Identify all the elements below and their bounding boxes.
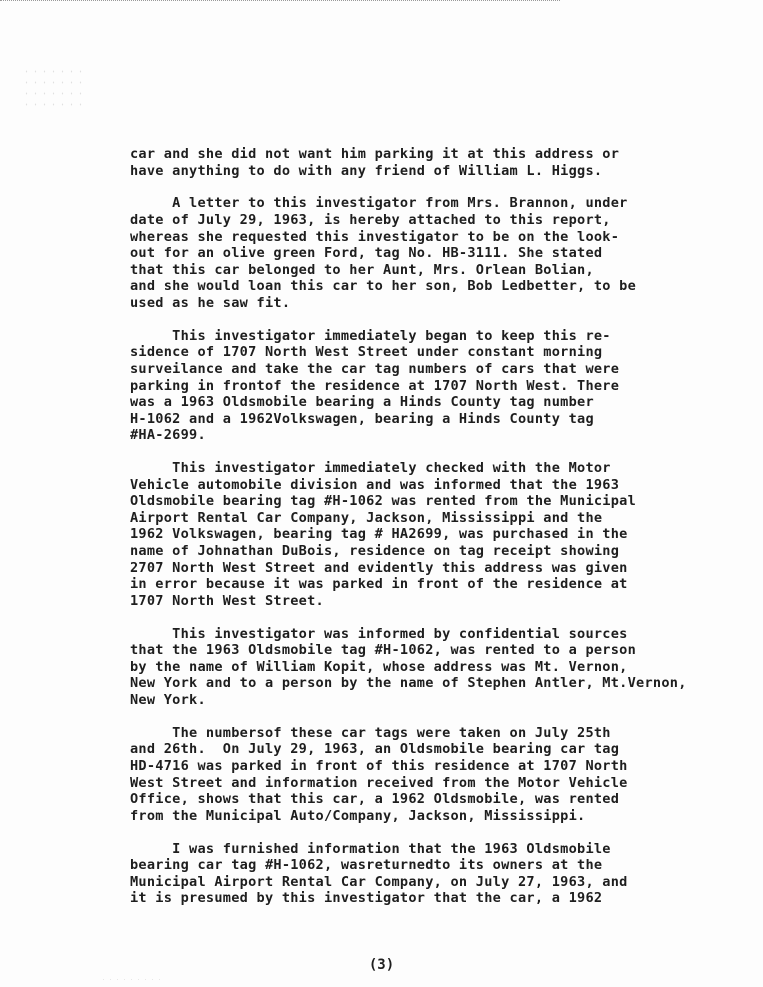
text-line: it is presumed by this investigator that the car, a 1962 — [130, 890, 603, 907]
paragraph — [130, 146, 730, 179]
text-line: and she would loan this car to her son, Bob Ledbetter, to be — [130, 278, 637, 295]
text-line: by the name of William Kopit, whose address was Mt. Vernon, — [130, 658, 628, 675]
text-line: This investigator was informed by confidential sources — [130, 625, 628, 642]
text-line: This investigator immediately began to keep this re- — [130, 327, 611, 344]
paragraph — [130, 195, 730, 311]
text-line: that this car belonged to her Aunt, Mrs. Orlean Bolian, — [130, 261, 594, 278]
document-body — [130, 146, 730, 907]
paragraph — [130, 460, 730, 609]
text-line: surveilance and take the car tag numbers of cars that were — [130, 360, 620, 377]
text-line: HD-4716 was parked in front of this residence at 1707 North — [130, 757, 628, 774]
top-edge-dots — [0, 0, 560, 1]
text-line: in error because it was parked in front of the residence at — [130, 576, 628, 593]
text-line: was a 1963 Oldsmobile bearing a Hinds County tag number — [130, 394, 594, 411]
text-line: from the Municipal Auto/Company, Jackson, Mississippi. — [130, 807, 586, 824]
text-line: 1707 North West Street. — [130, 592, 324, 609]
paragraph — [130, 725, 730, 825]
text-line: 1962 Volkswagen, bearing tag # HA2699, was purchased in the — [130, 526, 628, 543]
scan-speckles — [100, 978, 160, 981]
text-line: New York. — [130, 691, 206, 708]
text-line: car and she did not want him parking it at this address or — [130, 146, 620, 162]
text-line: I was furnished information that the 1963 Oldsmobile — [130, 840, 611, 857]
text-line: 2707 North West Street and evidently this address was given — [130, 559, 628, 576]
text-line: have anything to do with any friend of William L. Higgs. — [130, 162, 603, 179]
text-line: A letter to this investigator from Mrs. Brannon, under — [130, 195, 628, 212]
text-line: sidence of 1707 North West Street under constant morning — [130, 344, 603, 361]
text-line: out for an olive green Ford, tag No. HB-3111. She stated — [130, 245, 603, 262]
text-line: Airport Rental Car Company, Jackson, Mississippi and the — [130, 509, 603, 526]
text-line: Municipal Airport Rental Car Company, on July 27, 1963, and — [130, 873, 628, 890]
text-line: #HA-2699. — [130, 427, 206, 444]
text-line: West Street and information received from the Motor Vehicle — [130, 774, 628, 791]
text-line: and 26th. On July 29, 1963, an Oldsmobile bearing car tag — [130, 741, 620, 758]
text-line: that the 1963 Oldsmobile tag #H-1062, was rented to a person — [130, 642, 637, 659]
text-line: used as he saw fit. — [130, 294, 291, 311]
page-number: (3) — [368, 957, 395, 973]
scan-speckles — [22, 66, 82, 106]
text-line: H-1062 and a 1962Volkswagen, bearing a Hinds County tag — [130, 410, 594, 427]
text-line: name of Johnathan DuBois, residence on tag receipt showing — [130, 543, 620, 560]
text-line: Vehicle automobile division and was informed that the 1963 — [130, 476, 620, 493]
paragraph — [130, 328, 730, 444]
text-line: bearing car tag #H-1062, wasreturnedto its owners at the — [130, 857, 603, 874]
paragraph — [130, 626, 730, 709]
text-line: whereas she requested this investigator to be on the look- — [130, 228, 620, 245]
text-line: Office, shows that this car, a 1962 Oldsmobile, was rented — [130, 791, 620, 808]
text-line: This investigator immediately checked with the Motor — [130, 460, 611, 477]
paragraph — [130, 841, 730, 907]
text-line: The numbersof these car tags were taken on July 25th — [130, 724, 611, 741]
text-line: parking in frontof the residence at 1707 North West. There — [130, 377, 620, 394]
text-line: New York and to a person by the name of Stephen Antler, Mt.Vernon, — [130, 675, 687, 692]
text-line: Oldsmobile bearing tag #H-1062 was rented from the Municipal — [130, 493, 637, 510]
text-line: date of July 29, 1963, is hereby attached to this report, — [130, 211, 611, 228]
